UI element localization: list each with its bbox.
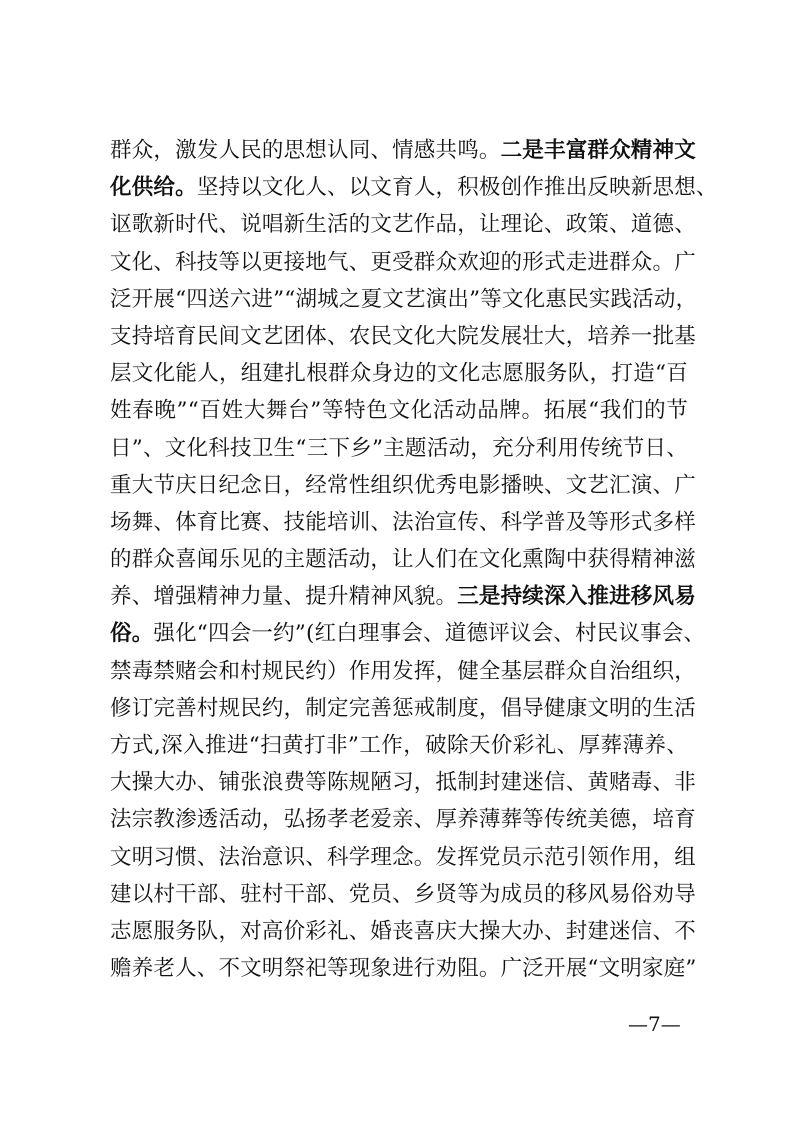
text-line: [110, 281, 698, 318]
text-run: 姓春晚”“百姓大舞台”等特色文化活动品牌。拓展“我们的节: [110, 398, 688, 424]
text-line: [110, 504, 696, 541]
text-line: [110, 244, 696, 281]
text-line: [110, 690, 696, 727]
bold-text-run: 二是丰富群众精神文: [500, 138, 696, 163]
text-line: [110, 615, 706, 652]
text-line: [110, 801, 696, 838]
text-run: 禁毒禁赌会和村规民约）作用发挥，健全基层群众自治组织，: [110, 658, 696, 684]
text-line: [110, 430, 688, 467]
page-number: —7—: [628, 1012, 681, 1036]
text-run: 的群众喜闻乐见的主题活动，让人们在文化熏陶中获得精神滋: [110, 547, 696, 573]
text-run: 支持培育民间文艺团体、农民文化大院发展壮大，培养一批基: [110, 323, 696, 349]
text-line: [110, 839, 696, 876]
text-line: [110, 318, 696, 355]
text-line: [110, 206, 696, 243]
text-run: 文化、科技等以更接地气、更受群众欢迎的形式走进群众。广: [110, 249, 696, 275]
bold-text-run: 三是持续深入推进移风易: [457, 584, 696, 610]
body-text: [110, 132, 718, 987]
text-line: [110, 578, 696, 615]
text-run: 养、增强精神力量、提升精神风貌。: [110, 584, 458, 610]
text-line: [110, 132, 696, 169]
text-line: [110, 876, 696, 913]
text-run: 建以村干部、驻村干部、党员、乡贤等为成员的移风易俗劝导: [110, 881, 696, 907]
text-line: [110, 355, 688, 392]
text-line: [110, 764, 696, 801]
text-line: [110, 541, 696, 578]
text-line: [110, 467, 696, 504]
text-run: 文明习惯、法治意识、科学理念。发挥党员示范引领作用，组: [110, 844, 696, 870]
text-run: 坚持以文化人、以文育人，积极创作推出反映新思想、: [196, 175, 718, 201]
text-run: 重大节庆日纪念日，经常性组织优秀电影播映、文艺汇演、广: [110, 472, 696, 498]
bold-text-run: 化供给。: [110, 175, 197, 201]
text-run: 群众，激发人民的思想认同、情感共鸣。: [110, 138, 501, 163]
text-line: [110, 913, 696, 950]
text-run: 大操大办、铺张浪费等陈规陋习，抵制封建迷信、黄赌毒、非: [110, 770, 696, 796]
text-line: [110, 392, 688, 429]
text-line: [110, 950, 697, 987]
text-run: 赡养老人、不文明祭祀等现象进行劝阻。广泛开展“文明家庭”: [110, 956, 697, 982]
text-run: 场舞、体育比赛、技能培训、法治宣传、科学普及等形式多样: [110, 509, 696, 535]
text-run: 层文化能人，组建扎根群众身边的文化志愿服务队，打造“百: [110, 361, 688, 387]
text-run: 志愿服务队，对高价彩礼、婚丧喜庆大操大办、封建迷信、不: [110, 918, 696, 944]
text-line: [110, 169, 718, 206]
text-line: [110, 653, 696, 690]
text-run: 强化“四会一约”(红白理事会、道德评议会、村民议事会、: [153, 621, 706, 647]
text-run: 修订完善村规民约，制定完善惩戒制度，倡导健康文明的生活: [110, 695, 696, 721]
text-run: 方式,深入推进“扫黄打非”工作，破除天价彩礼、厚葬薄养、: [110, 733, 688, 758]
text-run: 法宗教渗透活动，弘扬孝老爱亲、厚养薄葬等传统美德，培育: [110, 807, 696, 833]
text-line: [110, 727, 688, 764]
text-run: 讴歌新时代、说唱新生活的文艺作品，让理论、政策、道德、: [110, 212, 696, 238]
text-run: 日”、文化科技卫生“三下乡”主题活动，充分利用传统节日、: [110, 435, 688, 461]
text-run: 泛开展“四送六进”“湖城之夏文艺演出”等文化惠民实践活动，: [110, 286, 698, 312]
bold-text-run: 俗。: [110, 621, 154, 647]
